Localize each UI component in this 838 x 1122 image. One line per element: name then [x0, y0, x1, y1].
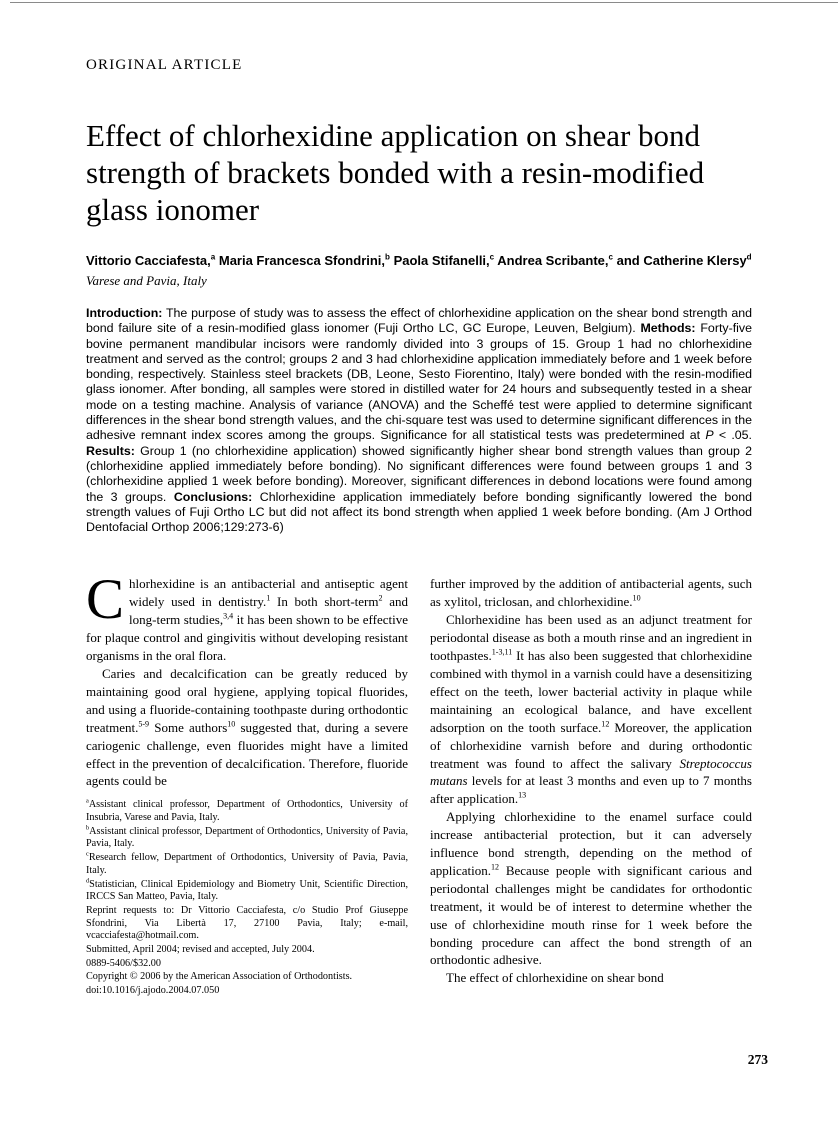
page-content	[86, 0, 752, 999]
left-column	[86, 568, 408, 998]
footnote-submission-history: Submitted, April 2004; revised and accepted, July 2004.	[86, 944, 315, 956]
body-paragraph-6: The effect of chlorhexidine on shear bond	[446, 970, 664, 986]
footnote-issn-price: 0889-5406/$32.00	[86, 957, 161, 969]
footnote-copyright: Copyright © 2006 by the American Association of Orthodontists.	[86, 971, 353, 983]
abstract-text: Introduction: The purpose of study was to assess the effect of chlorhexidine application on the shear bond strength and bond failure site of a resin-modified glass ionomer (Fuji Ortho LC, GC Europe, Leuven, Belgium). Methods: Forty-five bovine permanent mandibular incisors were randomly divided into 3 groups of 15. Group 1 had no chlorhexidine treatment and served as the control; groups 2 and 3 had chlorhexidine application immediately before and 1 week before bonding, respectively. Stainless steel brackets (DB, Leone, Sesto Fiorentino, Italy) were bonded with the resin-modified glass ionomer. After bonding, all samples were stored in distilled water for 24 hours and subsequently tested in a shear mode on a testing machine. Analysis of variance (ANOVA) and the Scheffé test were applied to determine significant differences in the shear bond strength values, and the chi-square test was used to determine significant differences in the adhesive remnant index scores among the groups. Significance for all statistical tests was predetermined at P < .05. Results: Group 1 (no chlorhexidine application) showed significantly higher shear bond strength values than group 2 (chlorhexidine applied immediately before bonding). No significant differences were found between groups 1 and 3 (chlorhexidine applied 1 week before bonding). Moreover, significant differences in debond locations were found among the 3 groups. Conclusions: Chlorhexidine application immediately before bonding significantly lowered the bond strength values of Fuji Ortho LC but did not affect its bond strength when applied 1 week before bonding. (Am J Orthod Dentofacial Orthop 2006;129:273-6)	[86, 306, 752, 535]
footnote-reprint-requests: Reprint requests to: Dr Vittorio Cacciafesta, c/o Studio Prof Giuseppe Sfondrini, Via Libertà 17, 27100 Pavia, Italy; e-mail, vcacciafesta@hotmail.com.	[86, 904, 408, 942]
page-number: 273	[747, 1052, 768, 1067]
affiliation-line: Varese and Pavia, Italy	[86, 273, 207, 288]
body-paragraph-1	[86, 568, 408, 665]
right-column	[430, 575, 752, 998]
body-paragraph-1-text: hlorhexidine is an antibacterial and antiseptic agent widely used in dentistry.$^1$ In both short-term$^2$ and long-term studies,$^{3,4}$ it has been shown to be effective for plaque control and gingivitis without developing resistant organisms in the oral flora.	[86, 576, 408, 664]
body-paragraph-2: Caries and decalcification can be greatly reduced by maintaining good oral hygiene, applying topical fluorides, and using a fluoride-containing toothpaste during orthodontic treatment.$^{5-9}$ Some authors$^{10}$ suggested that, during a severe cariogenic challenge, even fluorides might have a limited effect in the prevention of decalcification. Therefore, fluoride agents could be	[86, 665, 408, 789]
article-type-heading: ORIGINAL ARTICLE	[86, 57, 243, 73]
body-paragraph-4: Chlorhexidine has been used as an adjunct treatment for periodontal disease as both a mouth rinse and an ingredient in toothpastes.$^{1-3,11}$ It has also been suggested that chlorhexidine combined with thymol in a varnish could have a desensitizing effect on the teeth, lower bacterial activity in plaque while maintaining an ecological balance, and have excellent adsorption on the tooth surface.$^{12}$ Moreover, the application of chlorhexidine varnish before and during orthodontic treatment was found to affect the salivary Streptococcus mutans levels for at least 3 months and even up to 7 months after application.$^{13}$	[430, 612, 752, 807]
body-columns	[86, 568, 752, 998]
footnote-affiliation-b: $^b$Assistant clinical professor, Department of Orthodontics, University of Pavia, Pavia, Italy.	[86, 824, 408, 850]
footnote-affiliation-d: $^d$Statistician, Clinical Epidemiology and Biometry Unit, Scientific Direction, IRCCS San Matteo, Pavia, Italy.	[86, 877, 408, 903]
author-line: Vittorio Cacciafesta,$^a$ Maria Francesca Sfondrini,$^b$ Paola Stifanelli,$^c$ Andrea Scribante,$^c$ and Catherine Klersy$^d$	[86, 252, 752, 268]
footnote-affiliation-a: $^a$Assistant clinical professor, Department of Orthodontics, University of Insubria, Varese and Pavia, Italy.	[86, 797, 408, 824]
body-paragraph-3: further improved by the addition of antibacterial agents, such as xylitol, triclosan, and chlorhexidine.$^{10}$	[430, 576, 752, 610]
drop-cap: C	[86, 568, 125, 632]
article-title: Effect of chlorhexidine application on shear bond strength of brackets bonded with a resin-modified glass ionomer	[86, 118, 705, 227]
footnotes-block	[86, 799, 408, 998]
footnote-affiliation-c: $^c$Research fellow, Department of Orthodontics, University of Pavia, Pavia, Italy.	[86, 850, 408, 876]
body-paragraph-5: Applying chlorhexidine to the enamel surface could increase antibacterial protection, but it can adversely influence bond strength, depending on the method of application.$^{12}$ Because people with significant carious and periodontal challenges might be candidates for orthodontic treatment, it would be of interest to determine whether the use of chlorhexidine mouth rinse for 1 week before the bonding procedure can affect the bond strength of an orthodontic adhesive.	[430, 809, 752, 968]
footnote-doi: doi:10.1016/j.ajodo.2004.07.050	[86, 985, 220, 997]
